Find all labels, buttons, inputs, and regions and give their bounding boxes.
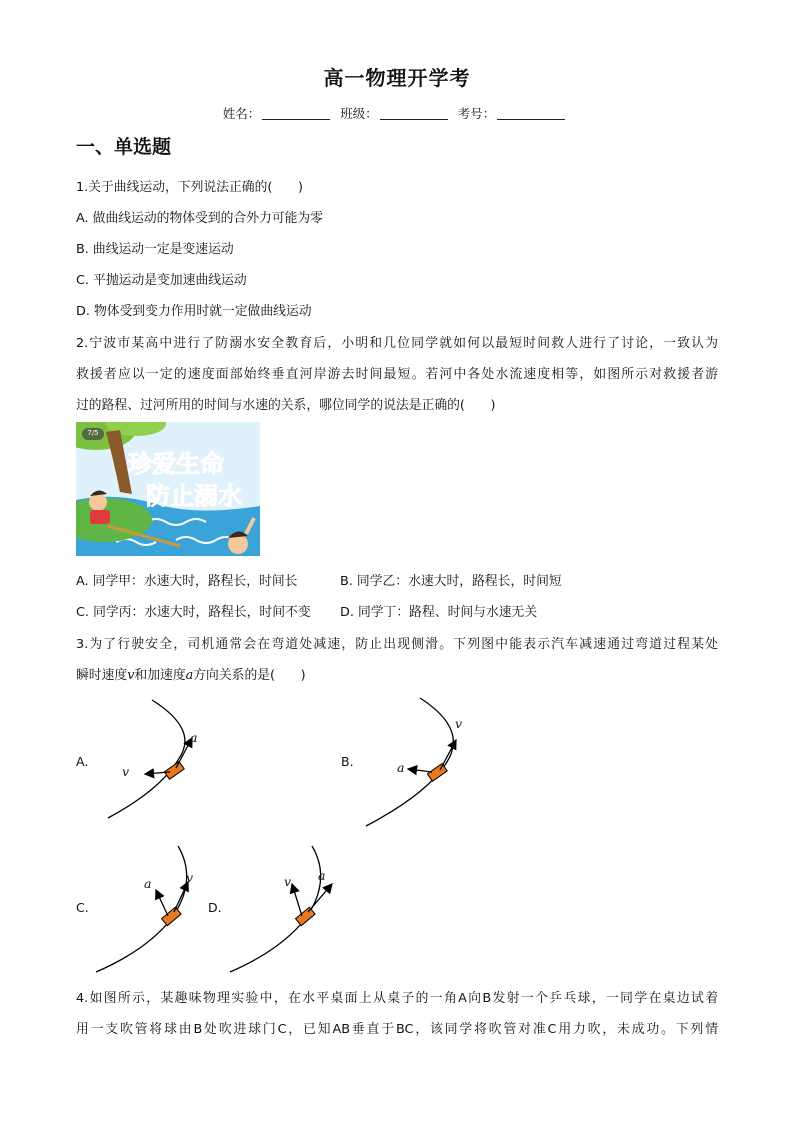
q1-option-d: D. 物体受到变力作用时就一定做曲线运动 xyxy=(76,304,312,319)
q3-stem-line2: 瞬时速度v和加速度a方向关系的是( ) xyxy=(76,668,306,683)
q3-diagram-b xyxy=(360,690,500,830)
q3-a-velocity-label: v xyxy=(122,764,130,779)
q3-diagram-d xyxy=(226,840,356,980)
q3-d-accel-label: a xyxy=(318,868,326,883)
acceleration-symbol: a xyxy=(185,668,194,683)
name-blank[interactable] xyxy=(262,106,330,120)
image-page-badge: 7/5 xyxy=(87,429,99,437)
q3-a-accel-label: a xyxy=(190,730,198,745)
q3-diagram-a xyxy=(90,690,230,830)
q2-option-c: C. 同学丙：水速大时，路程长，时间不变 xyxy=(76,605,311,620)
q2-option-a: A. 同学甲：水速大时，路程长，时间长 xyxy=(76,574,298,589)
image-slogan-line2: 防止溺水 xyxy=(146,482,242,510)
q3-d-velocity-label: v xyxy=(284,874,292,889)
q3-option-d-label: D. xyxy=(208,900,222,915)
q2-option-b: B. 同学乙：水速大时，路程长，时间短 xyxy=(340,574,562,589)
q1-option-a: A. 做曲线运动的物体受到的合外力可能为零 xyxy=(76,211,324,226)
q4-stem-line2: 用一支吹管将球由B处吹进球门C，已知AB垂直于BC，该同学将吹管对准C用力吹，未成功。下列情 xyxy=(76,1022,718,1037)
q2-stem-line2: 救援者应以一定的速度面部始终垂直河岸游去时间最短。若河中各处水流速度相等，如图所示对救援者游 xyxy=(76,367,718,382)
number-label: 考号： xyxy=(457,106,496,121)
exam-title: 高一物理开学考 xyxy=(323,66,471,90)
velocity-symbol: v xyxy=(127,668,135,683)
q3-diagram-c xyxy=(92,840,222,980)
section-title: 一、单选题 xyxy=(76,136,172,158)
q3-b-accel-label: a xyxy=(397,760,405,775)
name-label: 姓名： xyxy=(222,106,261,121)
q3-c-velocity-label: v xyxy=(186,870,194,885)
student-info xyxy=(0,104,794,122)
q1-option-b: B. 曲线运动一定是变速运动 xyxy=(76,242,234,257)
class-blank[interactable] xyxy=(380,106,448,120)
q3-stem-line1: 3.为了行驶安全，司机通常会在弯道处减速，防止出现侧滑。下列图中能表示汽车减速通过弯道过程某处 xyxy=(76,637,718,652)
q2-option-d: D. 同学丁：路程、时间与水速无关 xyxy=(340,605,538,620)
q3-option-b-label: B. xyxy=(341,754,354,769)
image-slogan-line1: 珍爱生命 xyxy=(128,450,224,478)
drowning-prevention-image xyxy=(76,422,260,556)
q3-b-velocity-label: v xyxy=(455,716,463,731)
q3-option-c-label: C. xyxy=(76,900,89,915)
q1-stem: 1.关于曲线运动，下列说法正确的( ) xyxy=(76,180,303,195)
number-blank[interactable] xyxy=(497,106,565,120)
q4-stem-line1: 4.如图所示，某趣味物理实验中，在水平桌面上从桌子的一角A向B发射一个乒乓球，一同学在桌边试着 xyxy=(76,991,718,1006)
q3-option-a-label: A. xyxy=(76,754,89,769)
q2-stem-line1: 2.宁波市某高中进行了防溺水安全教育后，小明和几位同学就如何以最短时间救人进行了讨论，一致认为 xyxy=(76,336,718,351)
class-label: 班级： xyxy=(340,106,378,121)
q2-stem-line3: 过的路程、过河所用的时间与水速的关系，哪位同学的说法是正确的( ) xyxy=(76,398,496,413)
q3-c-accel-label: a xyxy=(144,876,152,891)
q1-option-c: C. 平抛运动是变加速曲线运动 xyxy=(76,273,247,288)
